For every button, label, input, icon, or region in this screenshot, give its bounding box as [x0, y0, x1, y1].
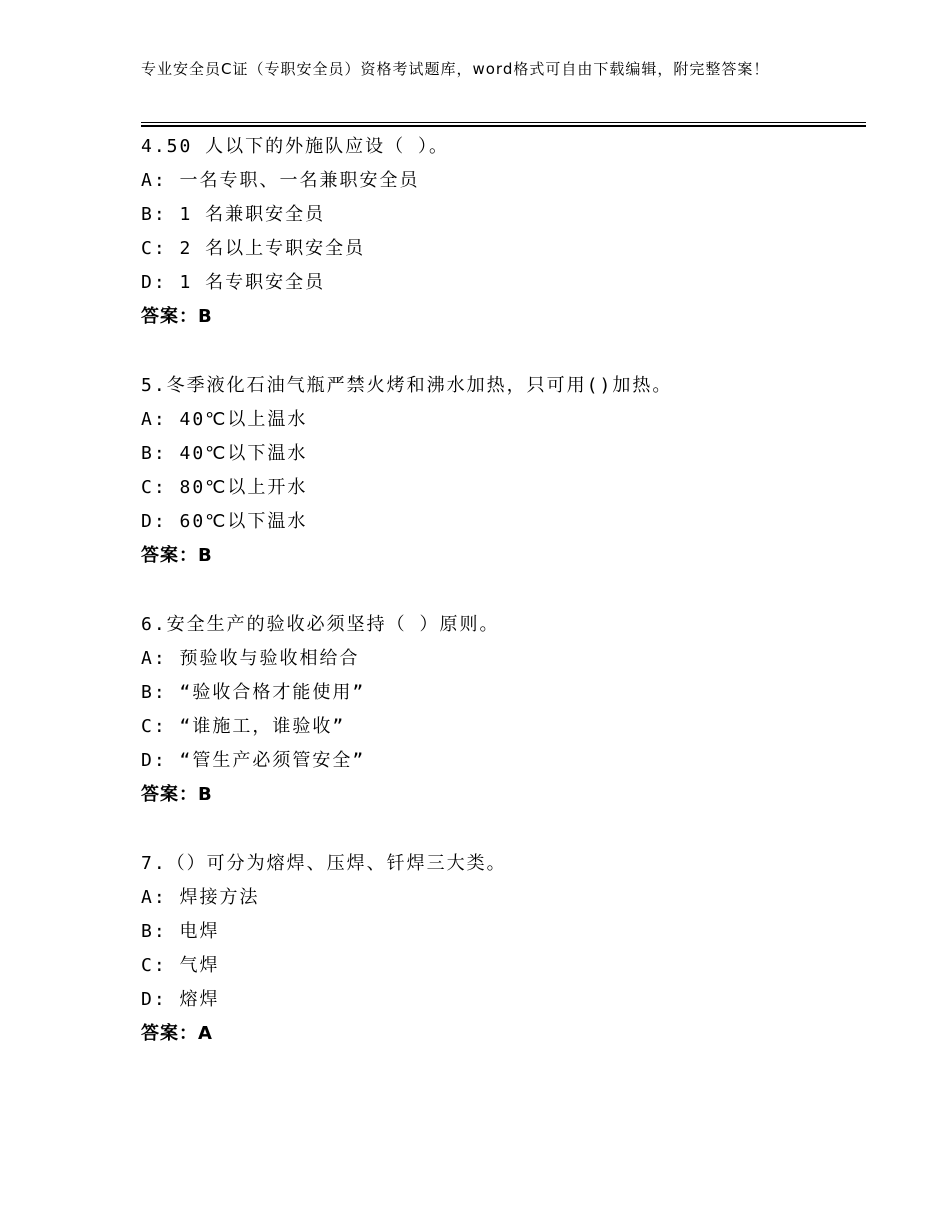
- answer: 答案：B: [141, 784, 213, 805]
- question-stem: 4.50 人以下的外施队应设（ ）。: [141, 136, 450, 157]
- option-b: B: 40℃以下温水: [141, 443, 308, 464]
- header-rule-bottom: [141, 125, 866, 127]
- option-d: D: 1 名专职安全员: [141, 272, 326, 293]
- option-c: C: “谁施工，谁验收”: [141, 716, 346, 737]
- question-stem: 6.安全生产的验收必须坚持（ ）原则。: [141, 614, 500, 635]
- question-4: [141, 130, 861, 334]
- question-stem: 7.（）可分为熔焊、压焊、钎焊三大类。: [141, 853, 507, 874]
- option-a: A: 焊接方法: [141, 887, 260, 908]
- answer: 答案：A: [141, 1023, 213, 1044]
- option-d: D: “管生产必须管安全”: [141, 750, 366, 771]
- answer: 答案：B: [141, 306, 213, 327]
- option-d: D: 60℃以下温水: [141, 511, 308, 532]
- question-6: [141, 608, 861, 812]
- header-rule-top: [141, 122, 866, 123]
- question-list: [141, 130, 861, 1086]
- option-a: A: 预验收与验收相给合: [141, 648, 360, 669]
- question-stem: 5.冬季液化石油气瓶严禁火烤和沸水加热，只可用()加热。: [141, 375, 673, 396]
- question-5: [141, 369, 861, 573]
- option-a: A: 一名专职、一名兼职安全员: [141, 170, 420, 191]
- option-b: B: 1 名兼职安全员: [141, 204, 326, 225]
- option-c: C: 2 名以上专职安全员: [141, 238, 366, 259]
- option-b: B: “验收合格才能使用”: [141, 682, 366, 703]
- option-b: B: 电焊: [141, 921, 220, 942]
- option-d: D: 熔焊: [141, 989, 220, 1010]
- document-header: 专业安全员C证（专职安全员）资格考试题库，word格式可自由下载编辑，附完整答案！: [141, 60, 770, 78]
- option-c: C: 气焊: [141, 955, 220, 976]
- option-c: C: 80℃以上开水: [141, 477, 308, 498]
- answer: 答案：B: [141, 545, 213, 566]
- question-7: [141, 847, 861, 1051]
- option-a: A: 40℃以上温水: [141, 409, 308, 430]
